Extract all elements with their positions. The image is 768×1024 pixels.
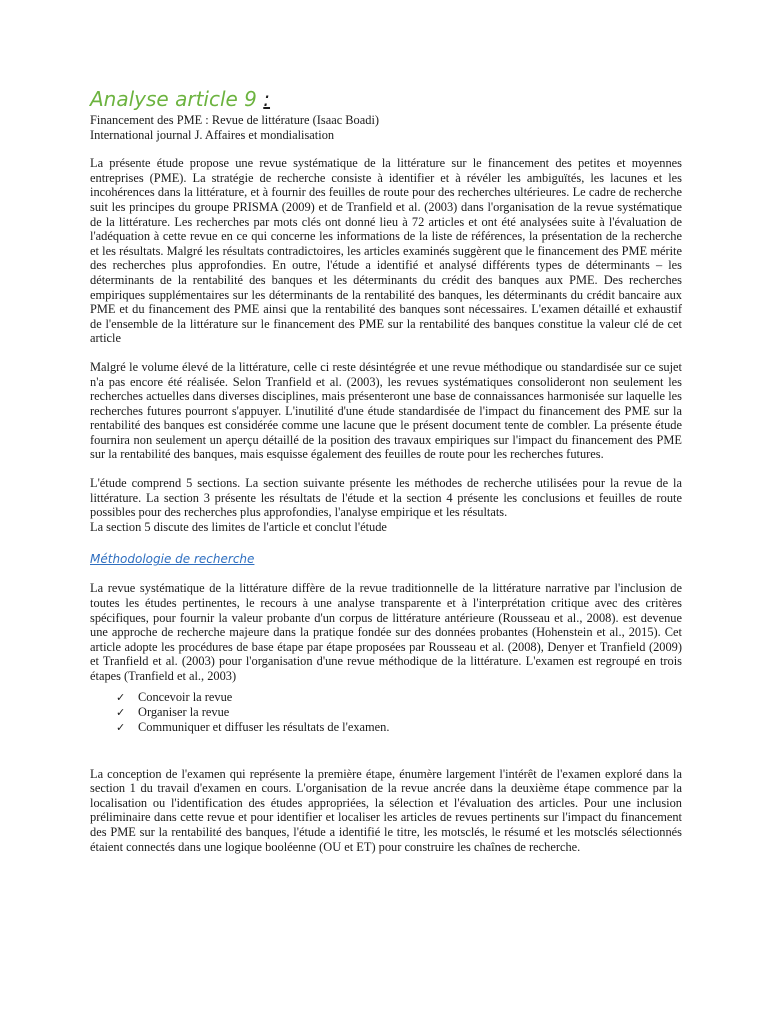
checklist-item	[116, 705, 682, 720]
checklist-item-label: Organiser la revue	[138, 704, 230, 719]
checkmark-icon: ✓	[116, 690, 126, 704]
paragraph-review-design: La conception de l'examen qui représente la première étape, énumère largement l'intérêt de l'examen exploré dans la section 1 du travail d'examen en cours. L'organisation de la revue ancrée dans la deuxième étape commence par la localisation ou l'identification des études appropriées, la sélection et l'évaluation des articles. Pour une inclusion préliminaire dans cette revue et pour identifier et localiser les articles de revues pertinents sur l'impact du financement des PME sur la rentabilité des banques, l'étude a identifié le titre, les motsclés, le résumé et les motsclés sélectionnés étaient connectés dans une logique booléenne (OU et ET) pour construire les chaînes de recherche.	[90, 766, 682, 854]
checklist-item-label: Concevoir la revue	[138, 689, 233, 704]
paragraph-structure-end: La section 5 discute des limites de l'article et conclut l'étude	[90, 519, 387, 534]
document-title	[90, 88, 682, 110]
checkmark-icon: ✓	[116, 705, 126, 719]
paragraph-summary: La présente étude propose une revue systématique de la littérature sur le financement des petites et moyennes entreprises (PME). La stratégie de recherche consiste à identifier et à révéler les ambiguïtés, les lacunes et les incohérences dans la littérature, et à fournir des feuilles de route pour des recherches ultérieures. Le cadre de recherche suit les principes du groupe PRISMA (2009) et de Tranfield et al. (2003) dans l'organisation de la revue systématique de la littérature. Les recherches par mots clés ont donné lieu à 72 articles et ont été analysées suite à l'évaluation de l'adéquation à cette revue en ce qui concerne les informations de la liste de références, la présentation de la recherche et les résultats. Malgré les résultats contradictoires, les articles examinés suggèrent que le financement des PME mérite des recherches plus approfondies. En outre, l'étude a identifié et analysé différents types de déterminants – les déterminants de la rentabilité des banques et les déterminants du crédit des banques aux PME. Des recherches empiriques supplémentaires sur les déterminants de la rentabilité des banques, les déterminants du crédit bancaire aux PME et du financement des PME ainsi que la rentabilité des banques sont nécessaires. L'examen détaillé et exhaustif de l'ensemble de la littérature sur le financement des PME sur la rentabilité des banques constitue la valeur clé de cet article	[90, 156, 682, 346]
journal-name: International journal J. Affaires et mondialisation	[90, 127, 335, 142]
paragraph-methodology: La revue systématique de la littérature diffère de la revue traditionnelle de la littérature narrative par l'inclusion de toutes les études pertinentes, le recours à une analyse transparente et à l'interprétation critique avec des critères spécifiques, pour fournir la valeur probante d'un corpus de littérature antérieure (Rousseau et al., 2008). est devenue une approche de recherche majeure dans la pratique fondée sur des données probantes (Hohenstein et al., 2015). Cet article adopte les procédures de base étape par étape proposées par Rousseau et al. (2008), Denyer et Tranfield (2009) et Tranfield et al. (2003) pour l'organisation d'une revue méthodique de la littérature. L'examen est regroupé en trois étapes (Tranfield et al., 2003)	[90, 581, 682, 683]
checkmark-icon: ✓	[116, 720, 126, 734]
document-title-text: Analyse article 9	[90, 87, 264, 111]
paragraph-structure: L'étude comprend 5 sections. La section suivante présente les méthodes de recherche utilisées pour la revue de la littérature. La section 3 présente les résultats de l'étude et la section 4 présente les conclusions et feuilles de route possibles pour des recherches plus approfondies, l'analyse empirique et les résultats.	[90, 476, 682, 520]
paragraph-context: Malgré le volume élevé de la littérature, celle ci reste désintégrée et une revue méthodique ou standardisée sur ce sujet n'a pas encore été réalisée. Selon Tranfield et al. (2003), les revues systématiques consolideront non seulement les recherches actuelles dans diverses disciplines, mais présenteront une base de connaissances harmonisée sur laquelle les recherches futures pourront s'appuyer. L'inutilité d'une étude standardisée de l'impact du financement des PME sur la rentabilité des banques est considérée comme une lacune que le présent document tente de combler. La présente étude fournira non seulement un aperçu détaillé de la position des travaux empiriques sur l'impact du financement des PME sur la rentabilité des banques, mais esquisse également des feuilles de route pour les recherches futures.	[90, 359, 682, 462]
document-page	[90, 88, 682, 854]
checklist	[90, 690, 682, 735]
checklist-item-label: Communiquer et diffuser les résultats de l'examen.	[138, 719, 390, 734]
document-title-colon: :	[263, 87, 271, 111]
checklist-item	[116, 720, 682, 735]
section-heading-methodology: Méthodologie de recherche	[90, 552, 255, 567]
checklist-item	[116, 690, 682, 705]
article-reference: Financement des PME : Revue de littérature (Isaac Boadi)	[90, 113, 380, 127]
